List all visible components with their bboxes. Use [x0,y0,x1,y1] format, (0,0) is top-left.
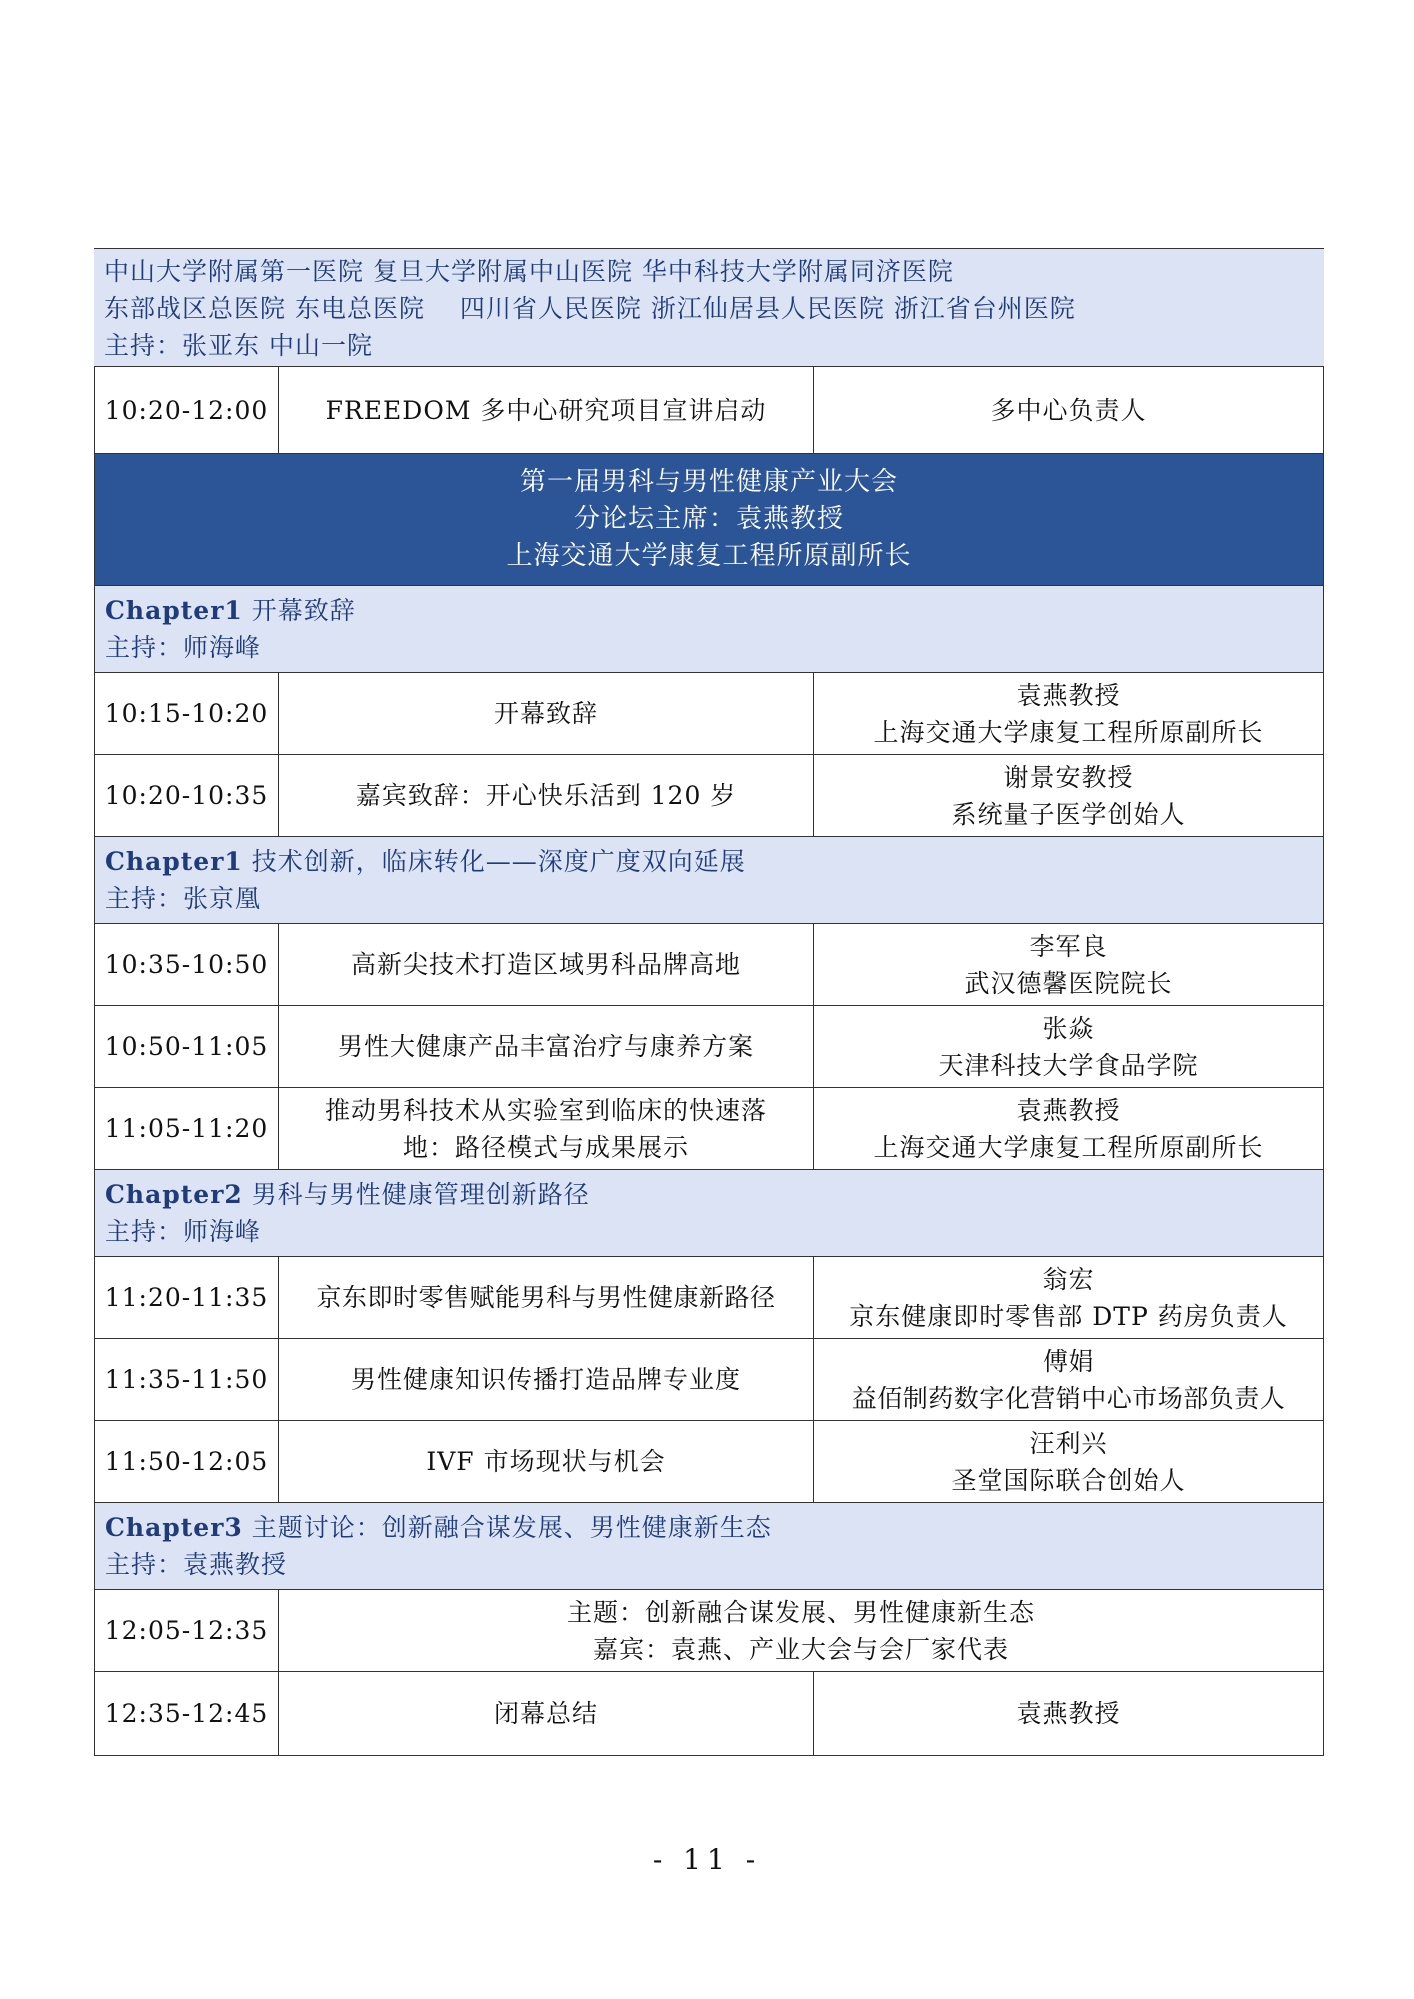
topic-line: 高新尖技术打造区域男科品牌高地 [350,950,741,979]
hospital-line: 中山大学附属第一医院 复旦大学附属中山医院 华中科技大学附属同济医院 [104,257,954,286]
forum-header-row [94,454,1324,586]
topic-line: 嘉宾致辞：开心快乐活到 120 岁 [355,781,737,810]
table-row [94,1421,1324,1503]
table-row [94,1339,1324,1421]
chapter-header [94,1503,1324,1590]
topic-line: 地：路径模式与成果展示 [402,1132,689,1162]
chapter-host: 主持：袁燕教授 [105,1550,288,1579]
table-row [94,1006,1324,1088]
topic-line: IVF 市场现状与机会 [426,1447,666,1476]
topic-cell: FREEDOM 多中心研究项目宣讲启动 [279,367,814,453]
chapter-label: Chapter3 [105,1513,243,1542]
agenda-table [94,248,1324,1756]
speaker-name: 张焱 [1042,1013,1095,1043]
discussion-topic: 主题：创新融合谋发展、男性健康新生态 [566,1597,1035,1627]
chapter-header [94,1170,1324,1257]
hospital-line: 东部战区总医院 东电总医院 四川省人民医院 浙江仙居县人民医院 浙江省台州医院 [104,294,1076,323]
speaker-cell: 多中心负责人 [990,395,1147,425]
speaker-cell [814,1006,1323,1087]
discussion-cell [279,1590,1323,1671]
chapter-title: 开幕致辞 [251,596,356,625]
speaker-title: 益佰制药数字化营销中心市场部负责人 [851,1383,1286,1413]
time-cell: 11:35-11:50 [95,1339,279,1420]
speaker-cell [814,755,1323,836]
time-cell: 11:50-12:05 [95,1421,279,1502]
topic-cell [279,673,814,754]
chapter-host: 主持：师海峰 [105,1217,262,1246]
speaker-title: 系统量子医学创始人 [951,799,1186,829]
topic-line: 开幕致辞 [493,699,598,728]
chapter-title: 主题讨论：创新融合谋发展、男性健康新生态 [251,1513,772,1542]
page-number: - 11 - [652,1843,762,1876]
table-row [94,1672,1324,1756]
topic-line: 闭幕总结 [493,1699,598,1728]
speaker-title: 天津科技大学食品学院 [938,1050,1199,1080]
table-row [94,1088,1324,1170]
speaker-name: 李军良 [1029,931,1108,961]
time-cell: 12:35-12:45 [95,1672,279,1755]
chapter-label: Chapter1 [105,847,243,876]
forum-affiliation: 上海交通大学康复工程所原副所长 [506,541,912,571]
speaker-cell [814,673,1323,754]
chapter-label: Chapter2 [105,1180,243,1209]
speaker-title: 上海交通大学康复工程所原副所长 [873,717,1264,747]
discussion-guests: 嘉宾：袁燕、产业大会与会厂家代表 [592,1634,1009,1664]
chapter-title: 男科与男性健康管理创新路径 [251,1180,590,1209]
speaker-cell [814,1257,1323,1338]
topic-cell [279,1088,814,1169]
time-cell: 10:20-12:00 [95,367,279,453]
speaker-title: 圣堂国际联合创始人 [951,1465,1186,1495]
topic-line: 推动男科技术从实验室到临床的快速落 [324,1095,767,1125]
time-cell: 12:05-12:35 [95,1590,279,1671]
table-row [94,366,1324,454]
chapter-header [94,586,1324,673]
table-row [94,1590,1324,1672]
chapter-host: 主持：张京凰 [105,884,262,913]
time-cell: 10:20-10:35 [95,755,279,836]
topic-line: 男性大健康产品丰富治疗与康养方案 [337,1032,754,1061]
forum-chair: 分论坛主席：袁燕教授 [573,504,844,534]
topic-cell [279,1006,814,1087]
topic-cell [279,1257,814,1338]
time-cell: 11:20-11:35 [95,1257,279,1338]
speaker-name: 傅娟 [1042,1346,1094,1376]
speaker-name: 汪利兴 [1029,1428,1108,1458]
forum-header [94,454,1324,586]
forum-title: 第一届男科与男性健康产业大会 [519,467,898,497]
table-row [94,755,1324,837]
speaker-title: 京东健康即时零售部 DTP 药房负责人 [849,1301,1288,1331]
table-row [94,1257,1324,1339]
speaker-name: 袁燕教授 [1016,680,1121,710]
time-cell: 10:15-10:20 [95,673,279,754]
speaker-name: 袁燕教授 [1016,1699,1121,1728]
speaker-cell [814,924,1323,1005]
speaker-name: 翁宏 [1042,1264,1095,1294]
speaker-cell [814,1339,1323,1420]
chapter-label: Chapter1 [105,596,243,625]
hospital-list-header [94,249,1324,366]
table-row [94,924,1324,1006]
speaker-cell [814,1421,1323,1502]
time-cell: 10:35-10:50 [95,924,279,1005]
speaker-name: 袁燕教授 [1016,1095,1121,1125]
speaker-cell [814,1672,1323,1755]
chapter-title: 技术创新，临床转化——深度广度双向延展 [251,847,746,876]
chapter-header [94,837,1324,924]
time-cell: 11:05-11:20 [95,1088,279,1169]
speaker-title: 上海交通大学康复工程所原副所长 [873,1132,1264,1162]
table-row [94,673,1324,755]
time-cell: 10:50-11:05 [95,1006,279,1087]
topic-line: 京东即时零售赋能男科与男性健康新路径 [316,1283,776,1312]
speaker-title: 武汉德馨医院院长 [964,968,1173,998]
topic-cell [279,1421,814,1502]
topic-cell [279,1339,814,1420]
topic-cell [279,1672,814,1755]
speaker-name: 谢景安教授 [1003,762,1134,792]
topic-cell [279,924,814,1005]
chapter-host: 主持：师海峰 [105,633,262,662]
topic-cell [279,755,814,836]
speaker-cell [814,1088,1323,1169]
host-line: 主持：张亚东 中山一院 [104,331,373,360]
topic-line: 男性健康知识传播打造品牌专业度 [350,1365,741,1394]
